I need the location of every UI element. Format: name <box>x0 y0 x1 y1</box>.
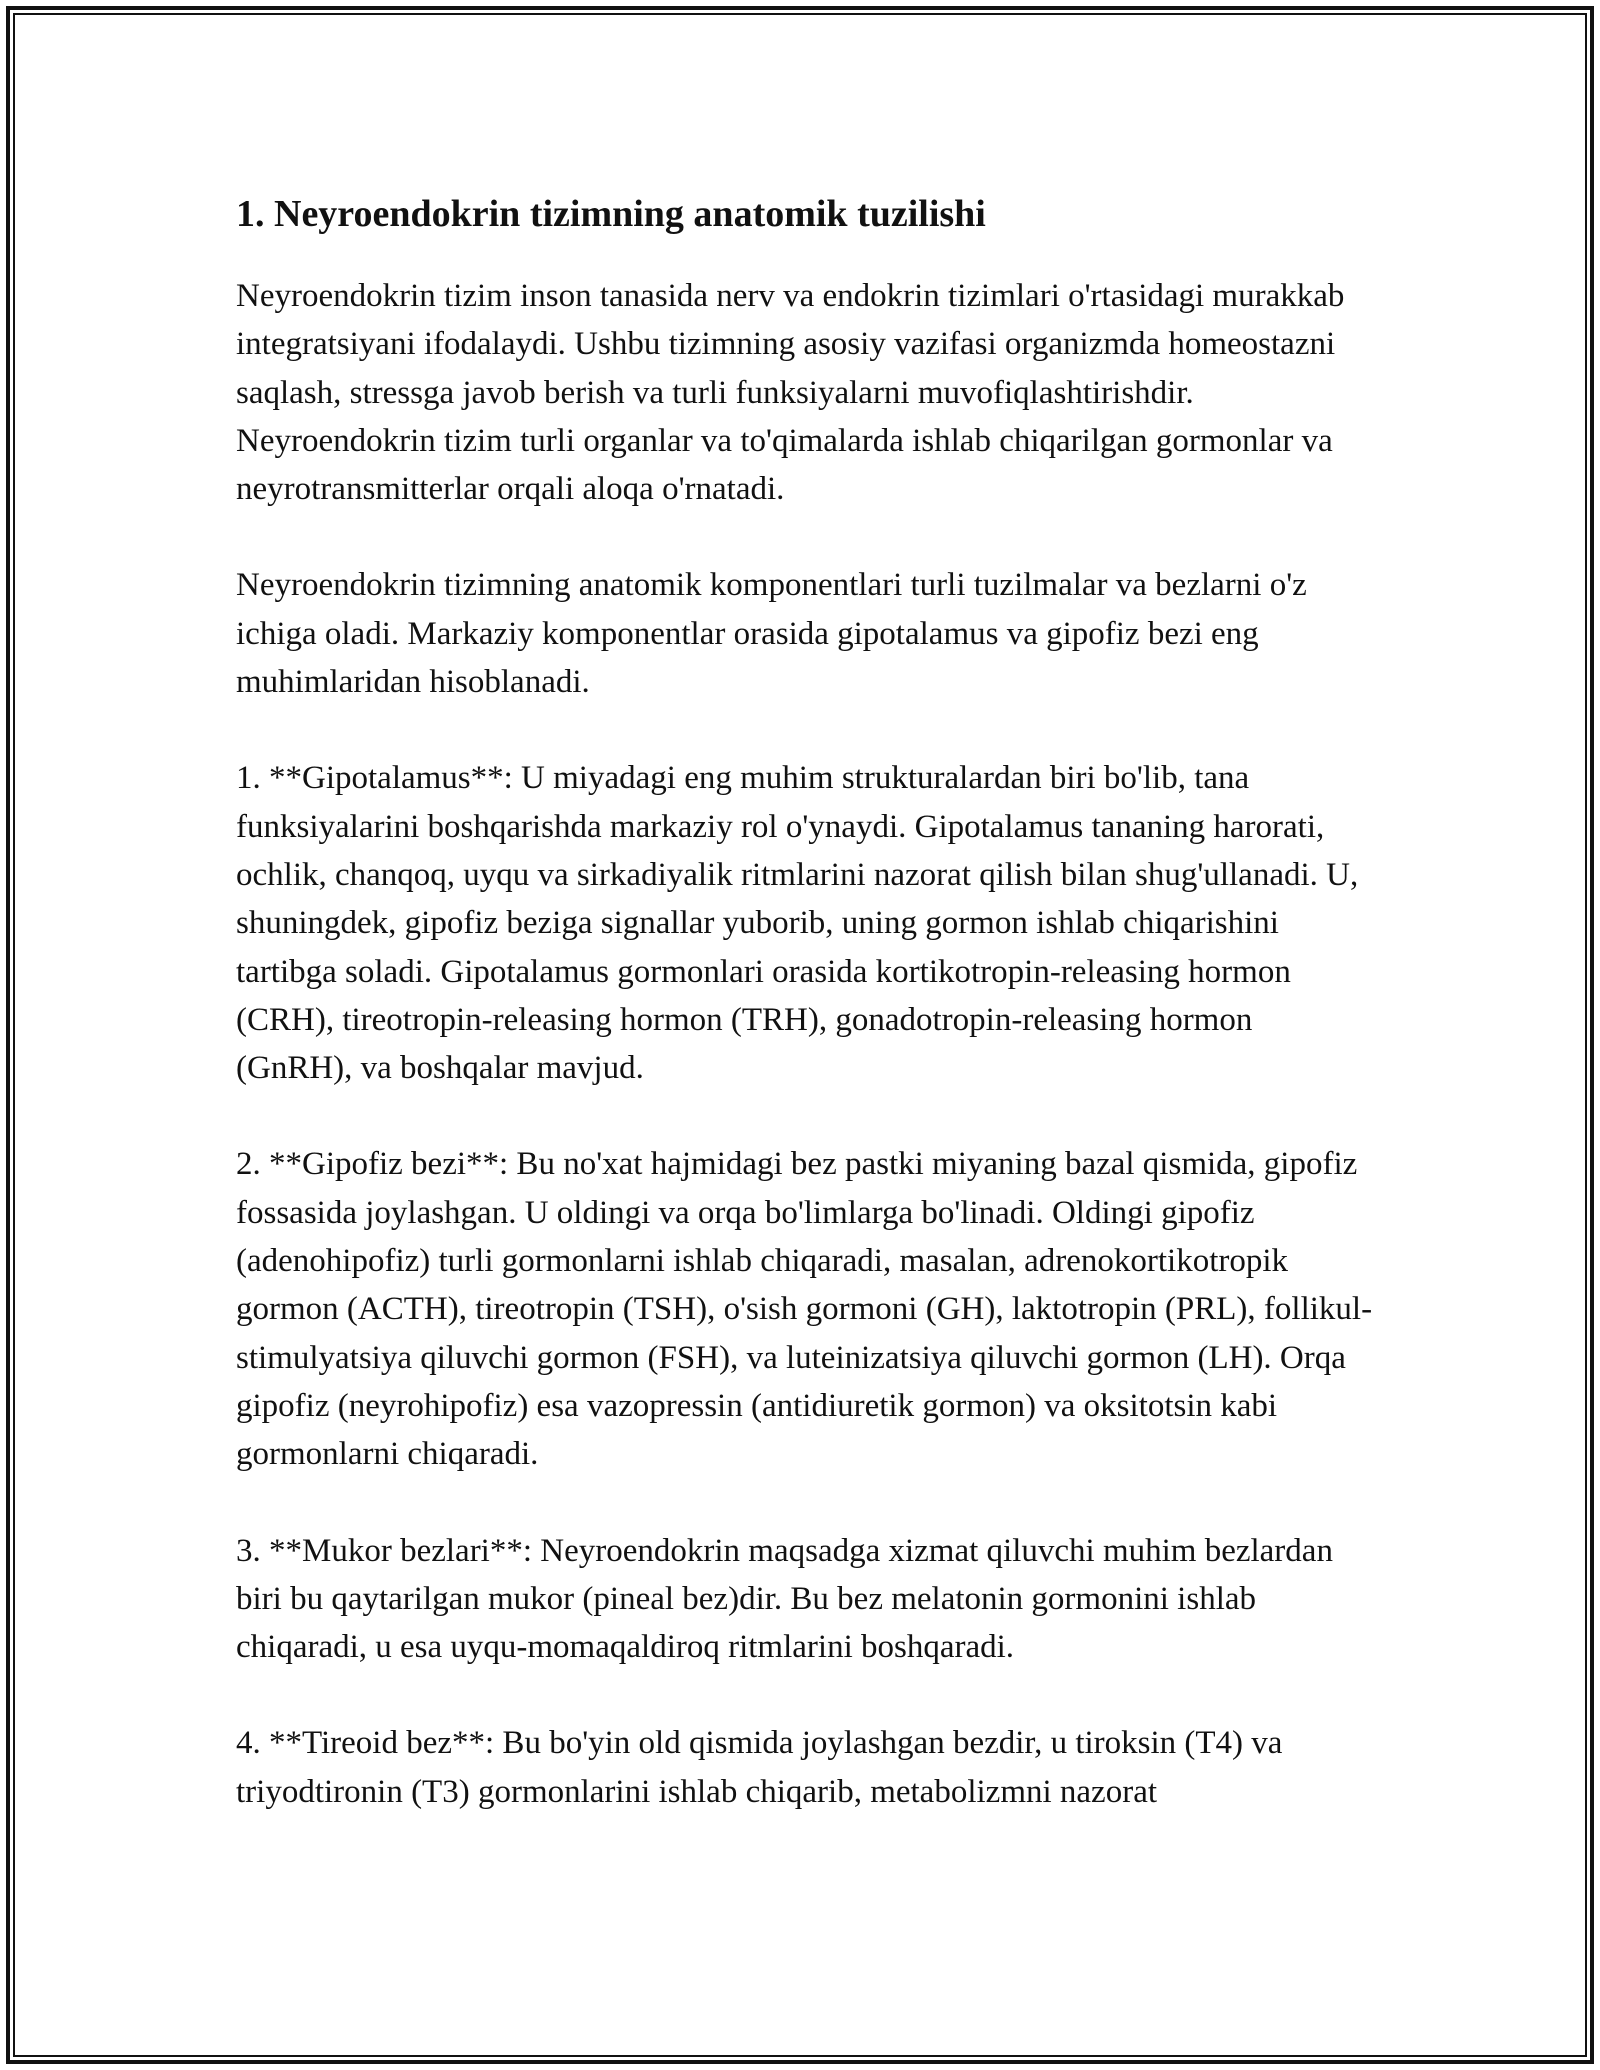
paragraph-tireoid: 4. **Tireoid bez**: Bu bo'yin old qismida joylashgan bezdir, u tiroksin (T4) va triyodtironin (T3) gormonlarini ishlab chiqarib, metabolizmni nazorat <box>236 1725 1283 1810</box>
document-body <box>236 188 1376 1816</box>
paragraph-intro: Neyroendokrin tizim inson tanasida nerv va endokrin tizimlari o'rtasidagi murakkab integratsiyani ifodalaydi. Ushbu tizimning asosiy vazifasi organizmda homeostazni saqlash, stressga javob berish va turli funksiyalarni muvofiqlashtirishdir. Neyroendokrin tizim turli organlar va to'qimalarda ishlab chiqarilgan gormonlar va neyrotransmitterlar orqali aloqa o'rnatadi. <box>236 278 1345 508</box>
paragraph-components: Neyroendokrin tizimning anatomik komponentlari turli tuzilmalar va bezlarni o'z ichiga oladi. Markaziy komponentlar orasida gipotalamus va gipofiz bezi eng muhimlaridan hisoblanadi. <box>236 567 1307 701</box>
paragraph-gipotalamus: 1. **Gipotalamus**: U miyadagi eng muhim strukturalardan biri bo'lib, tana funksiyalarini boshqarishda markaziy rol o'ynaydi. Gipotalamus tananing harorati, ochlik, chanqoq, uyqu va sirkadiyalik ritmlarini nazorat qilish bilan shug'ullanadi. U, shuningdek, gipofiz beziga signallar yuborib, uning gormon ishlab chiqarishini tartibga soladi. Gipotalamus gormonlari orasida kortikotropin-releasing hormon (CRH), tireotropin-releasing hormon (TRH), gonadotropin-releasing hormon (GnRH), va boshqalar mavjud. <box>236 760 1359 1087</box>
paragraph-mukor: 3. **Mukor bezlari**: Neyroendokrin maqsadga xizmat qiluvchi muhim bezlardan biri bu qaytarilgan mukor (pineal bez)dir. Bu bez melatonin gormonini ishlab chiqaradi, u esa uyqu-momaqaldiroq ritmlarini boshqaradi. <box>236 1532 1333 1666</box>
paragraph-gipofiz: 2. **Gipofiz bezi**: Bu no'xat hajmidagi bez pastki miyaning bazal qismida, gipofiz fossasida joylashgan. U oldingi va orqa bo'limlarga bo'linadi. Oldingi gipofiz (adenohipofiz) turli gormonlarni ishlab chiqaradi, masalan, adrenokortikotropik gormon (ACTH), tireotropin (TSH), o'sish gormoni (GH), laktotropin (PRL), follikul-stimulyatsiya qiluvchi gormon (FSH), va luteinizatsiya qiluvchi gormon (LH). Orqa gipofiz (neyrohipofiz) esa vazopressin (antidiuretik gormon) va oksitotsin kabi gormonlarni chiqaradi. <box>236 1146 1373 1473</box>
section-heading: 1. Neyroendokrin tizimning anatomik tuzilishi <box>236 193 986 235</box>
